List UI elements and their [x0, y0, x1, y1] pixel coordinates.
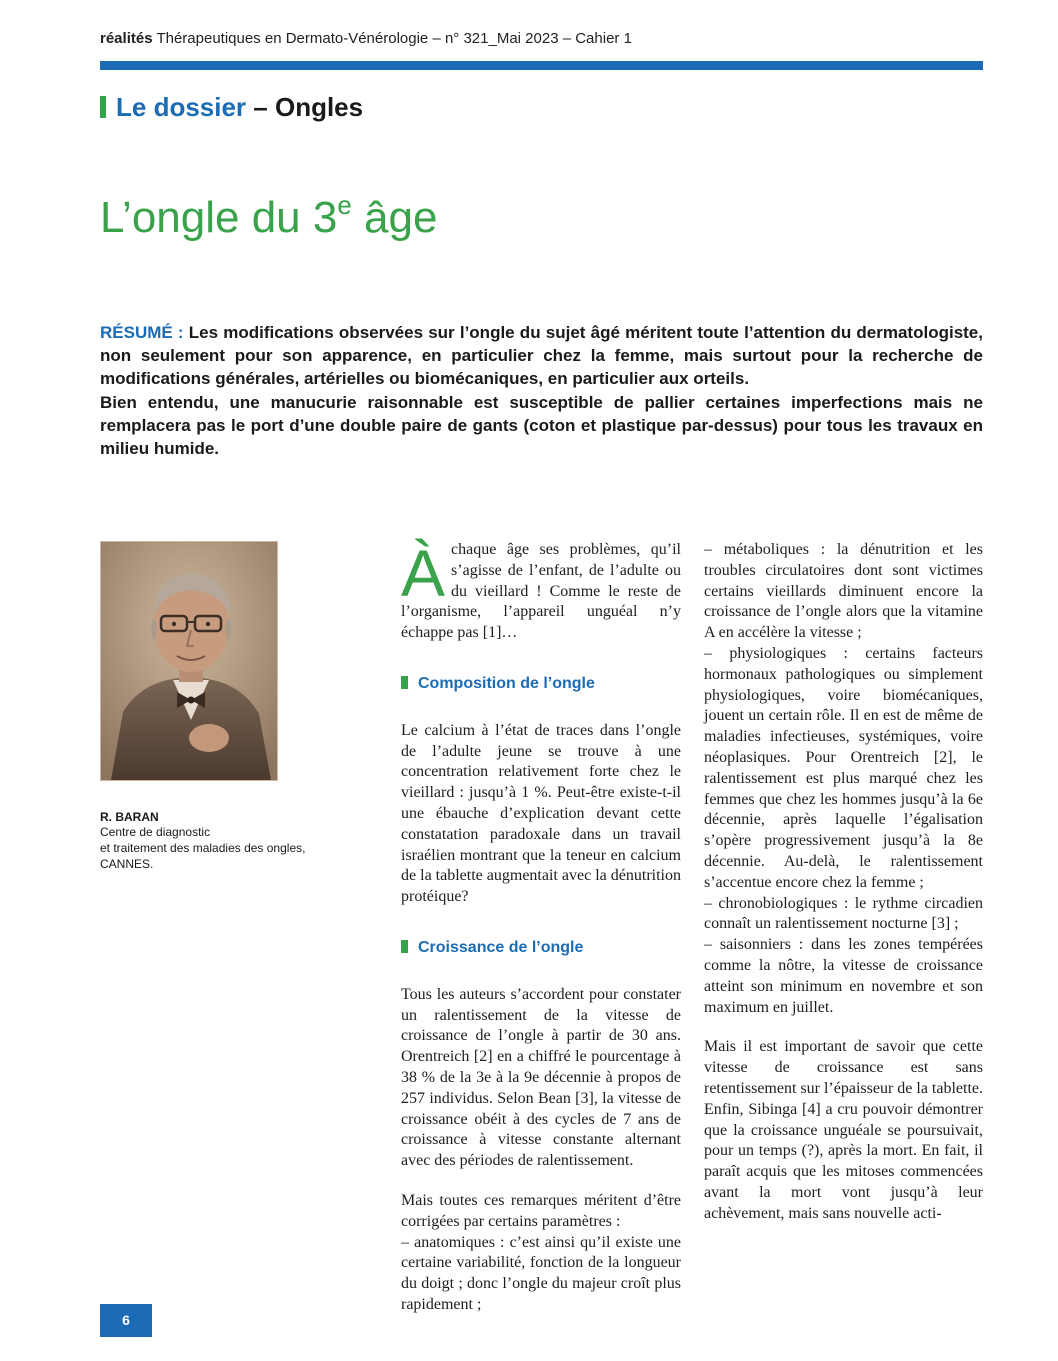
subheading-composition — [401, 674, 681, 695]
section-topic: – Ongles — [246, 92, 364, 122]
list-item-physiologiques: – physiologiques : certains facteurs hormonaux pathologiques ou simplement physiologiques, voire biomécaniques, jouent un certain rôle. Il en est de même de maladies infectieuses, systémiques, voire néoplasiques. Pour Orentreich [2], le ralentissement est plus marqué chez les femmes que chez les hommes jusqu’à la 6e décennie, après laquelle l’égalisation s’opère progressivement jusqu’à la 8e décennie. Au-delà, le ralentissement s’accentue encore chez la femme ; — [704, 644, 983, 891]
section-label: Le dossier — [116, 92, 247, 122]
paragraph-croissance-1: Tous les auteurs s’accordent pour constater un ralentissement de la vitesse de croissance de l’ongle à partir de 30 ans. Orentreich [2] en a chiffré le pourcentage à 38 % de la 3e à la 9e décennie à propos de 257 individus. Selon Bean [3], la vitesse de croissance obéit à des cycles de 7 ans de croissance à vitesse constante alternant avec des périodes de ralentissement. — [401, 985, 681, 1170]
author-affiliation — [100, 824, 320, 872]
title-main: L’ongle du 3 — [100, 193, 338, 242]
section-heading — [100, 92, 363, 123]
affiliation-line: CANNES. — [100, 857, 154, 871]
affiliation-line: Centre de diagnostic — [100, 825, 211, 839]
author-photo — [101, 542, 277, 780]
paragraph-final: Mais il est important de savoir que cette vitesse de croissance est sans retentissement sur l’épaisseur de la tablette. Enfin, Sibinga [4] a cru pouvoir démontrer que la croissance unguéale se poursuivait, pour un temps (?), après la mort. En fait, il paraît acquis que les mitoses commencées avant la mort vont jusqu’à leur achèvement, mais sans nouvelle acti- — [704, 1038, 984, 1222]
list-item-anatomiques: – anatomiques : c’est ainsi qu’il existe une certaine variabilité, fonction de la longueur du doigt ; donc l’ongle du majeur croît plus rapidement ; — [401, 1233, 681, 1313]
list-item-chronobiologiques: – chronobiologiques : le rythme circadien connaît un ralentissement nocturne [3] ; — [704, 894, 983, 933]
title-end: âge — [351, 193, 438, 242]
body-column-1 — [401, 536, 681, 1316]
subheading-text: Croissance de l’ongle — [418, 938, 584, 956]
header-rule — [100, 61, 983, 70]
journal-brand: réalités — [100, 30, 153, 47]
intro-text: chaque âge ses problèmes, qu’il s’agisse de l’enfant, de l’adulte ou du vieillard ! Comme le reste de l’organisme, l’appareil unguéal n’y échappe pas [1]… — [401, 541, 681, 642]
subheading-marker — [401, 676, 408, 689]
paragraph-croissance-2: Mais toutes ces remarques méritent d’être corrigées par certains paramètres : — [401, 1191, 681, 1230]
intro-paragraph — [401, 536, 681, 644]
abstract-label: RÉSUMÉ : — [100, 323, 184, 342]
page-number: 6 — [100, 1304, 152, 1337]
journal-issue: Thérapeutiques en Dermato-Vénérologie – n° 321_Mai 2023 – Cahier 1 — [152, 30, 632, 47]
body-column-2 — [704, 540, 983, 1225]
list-item-saisonniers: – saisonniers : dans les zones tempérées comme la nôtre, la vitesse de croissance atteint son minimum en novembre et son maximum en juillet. — [704, 936, 983, 1016]
abstract-text-1: Les modifications observées sur l’ongle du sujet âgé méritent toute l’attention du dermatologiste, non seulement pour son apparence, en particulier chez la femme, mais surtout pour la recherche de modifications générales, artérielles ou biomécaniques, en particulier aux orteils. — [100, 323, 983, 389]
paragraph-composition: Le calcium à l’état de traces dans l’ongle de l’adulte jeune se trouve à une concentration relativement forte chez le vieillard : jusqu’à 1 %. Peut-être existe-t-il une ébauche d’explication devant cette constatation paradoxale dans un travail israélien montrant que la teneur en calcium de la tablette augmentait avec la dénutrition protéique? — [401, 721, 681, 906]
subheading-croissance — [401, 938, 681, 959]
list-item-metaboliques: – métaboliques : la dénutrition et les troubles circulatoires dont sont victimes certains vieillards diminuent encore la croissance de l’ongle alors que la vitamine A en accélère la vitesse ; — [704, 541, 983, 642]
title-superscript: e — [337, 190, 352, 220]
subheading-marker — [401, 940, 408, 953]
article-title — [100, 190, 437, 243]
running-header — [100, 30, 632, 47]
abstract — [100, 321, 983, 460]
drop-cap: À — [401, 536, 446, 610]
abstract-paragraph-1 — [100, 321, 983, 391]
subheading-text: Composition de l’ongle — [418, 674, 595, 692]
abstract-paragraph-2: Bien entendu, une manucurie raisonnable est susceptible de pallier certaines imperfections mais ne remplacera pas le port d’une double paire de gants (coton et plastique par-dessus) pour tous les travaux en milieu humide. — [100, 392, 983, 459]
section-marker — [100, 96, 106, 118]
affiliation-line: et traitement des maladies des ongles, — [100, 841, 306, 855]
author-name: R. BARAN — [100, 810, 159, 824]
